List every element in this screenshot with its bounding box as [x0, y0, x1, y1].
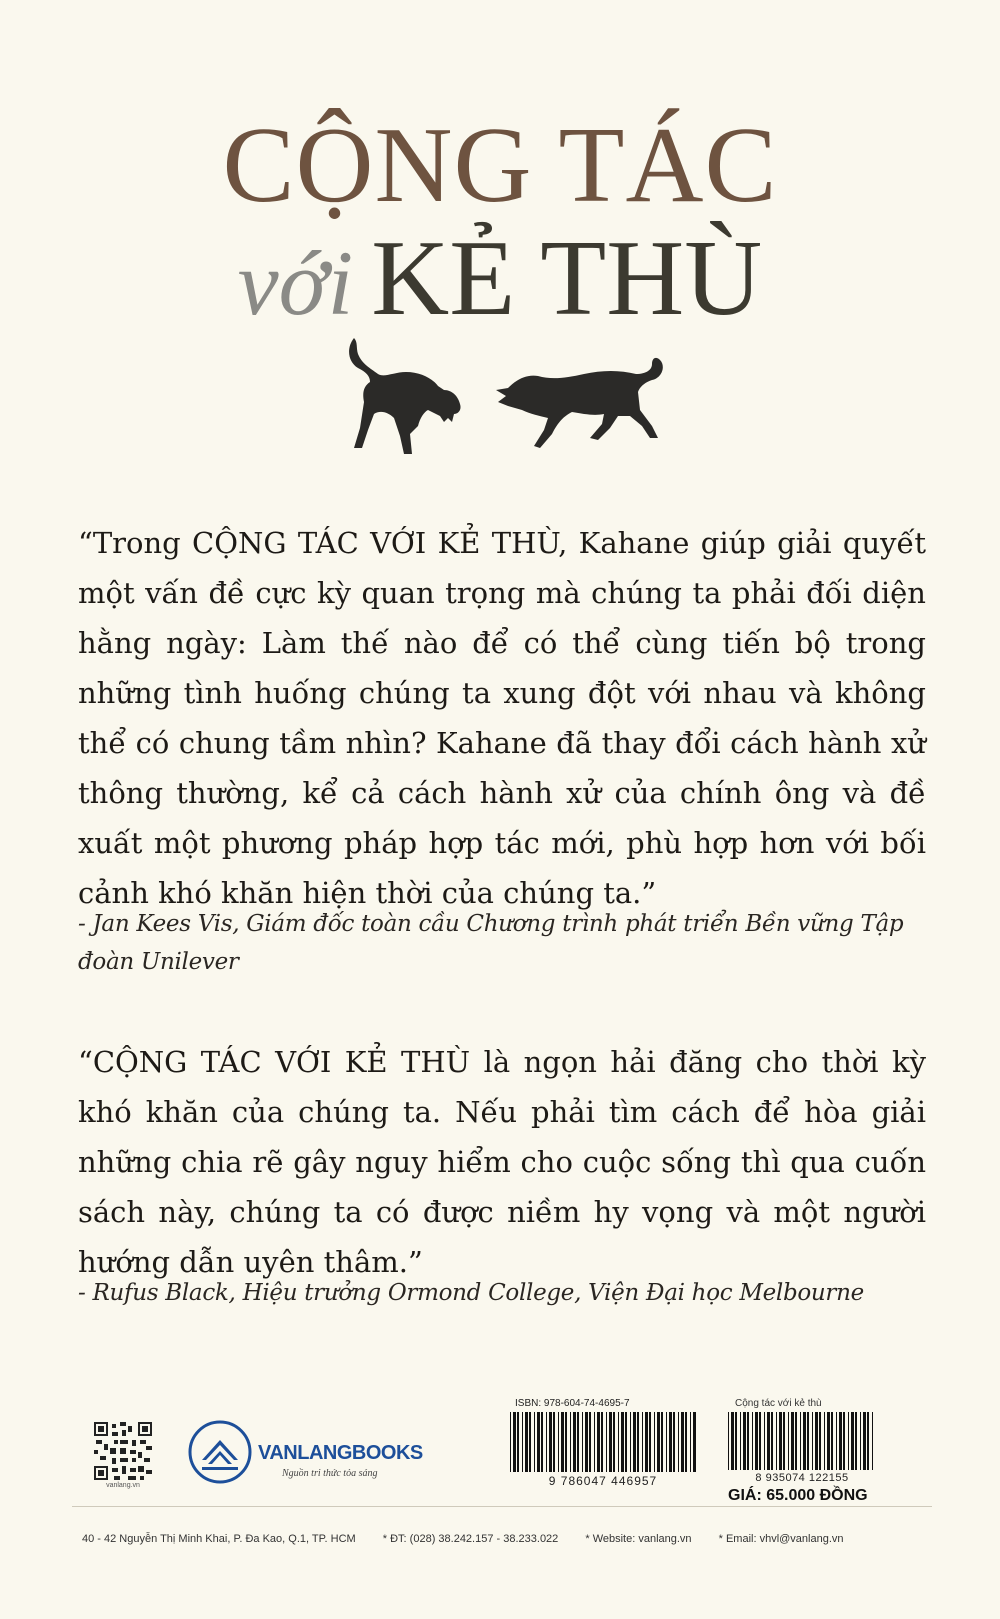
- barcode-bar: [529, 1412, 531, 1472]
- quote-2-text: “CỘNG TÁC VỚI KẺ THÙ là ngọn hải đăng cho thời kỳ khó khăn của chúng ta. Nếu phải tìm cách để hòa giải những chia rẽ gây nguy hiểm cho cuộc sống thì qua cuốn sách này, chúng ta có được niềm hy vọng và một người hướng dẫn uyên thâm.”: [78, 1045, 926, 1279]
- barcode-bar: [546, 1412, 547, 1472]
- barcode-bar: [867, 1412, 869, 1470]
- retail-book-title: Cộng tác với kẻ thù: [735, 1398, 822, 1409]
- barcode-bar: [831, 1412, 833, 1470]
- barcode-bar: [585, 1412, 588, 1472]
- barcode-bar: [731, 1412, 734, 1470]
- barcode-bar: [606, 1412, 607, 1472]
- barcode-bar: [618, 1412, 619, 1472]
- barcode-bar: [625, 1412, 627, 1472]
- barcode-bar: [609, 1412, 612, 1472]
- barcode-bar: [577, 1412, 579, 1472]
- barcode-bar: [795, 1412, 797, 1470]
- barcode-bar: [558, 1412, 559, 1472]
- barcode-bar: [839, 1412, 842, 1470]
- qr-code: [94, 1422, 152, 1480]
- barcode-bar: [728, 1412, 729, 1470]
- barcode-bar: [517, 1412, 519, 1472]
- barcode-bar: [621, 1412, 624, 1472]
- barcode-bar: [534, 1412, 535, 1472]
- barcode-bar: [855, 1412, 857, 1470]
- title-with-word: với: [237, 232, 354, 334]
- title-line-2: [0, 219, 1000, 338]
- footer-email: * Email: vhvl@vanlang.vn: [718, 1533, 844, 1545]
- footer-divider: [72, 1506, 932, 1507]
- barcode-bar: [735, 1412, 737, 1470]
- barcode-bar: [661, 1412, 663, 1472]
- barcode-bar: [819, 1412, 821, 1470]
- barcode-bar: [807, 1412, 809, 1470]
- barcode-bar: [513, 1412, 516, 1472]
- barcode-bar: [637, 1412, 639, 1472]
- barcode-bar: [740, 1412, 741, 1470]
- barcode-bar: [597, 1412, 600, 1472]
- quote-1-text: “Trong CỘNG TÁC VỚI KẺ THÙ, Kahane giúp giải quyết một vấn đề cực kỳ quan trọng mà chúng ta phải đối diện hằng ngày: Làm thế nào để có thể cùng tiến bộ trong những tình huống chúng ta xung đột với nhau và không thể có chung tầm nhìn? Kahane đã thay đổi cách hành xử thông thường, kể cả cách hành xử của chính ông và đề xuất một phương pháp hợp tác mới, phù hợp hơn với bối cảnh khó khăn hiện thời của chúng ta.”: [78, 526, 926, 910]
- quote-1-attribution: - Jan Kees Vis, Giám đốc toàn cầu Chương trình phát triển Bền vững Tập đoàn Unilever: [78, 911, 904, 975]
- barcode-bar: [690, 1412, 691, 1472]
- barcode-bar: [589, 1412, 591, 1472]
- barcode-bar: [553, 1412, 555, 1472]
- vanlangbooks-logo-icon: [188, 1420, 252, 1484]
- footer-website: * Website: vanlang.vn: [585, 1533, 692, 1545]
- barcode-bar: [764, 1412, 765, 1470]
- barcode-bar: [863, 1412, 866, 1470]
- publisher-name: VANLANGBOOKS: [258, 1442, 423, 1464]
- barcode-bar: [666, 1412, 667, 1472]
- barcode-bar: [642, 1412, 643, 1472]
- quote-2-attribution: - Rufus Black, Hiệu trưởng Ormond College, Viện Đại học Melbourne: [78, 1280, 864, 1306]
- barcode-bar: [654, 1412, 655, 1472]
- barcode-bar: [657, 1412, 660, 1472]
- publisher-footer: [82, 1533, 942, 1545]
- isbn-barcode: [508, 1412, 698, 1472]
- barcode-bar: [767, 1412, 770, 1470]
- barcode-bar: [779, 1412, 782, 1470]
- barcode-bar: [851, 1412, 854, 1470]
- barcode-bar: [771, 1412, 773, 1470]
- barcode-bar: [510, 1412, 511, 1472]
- barcode-bar: [848, 1412, 849, 1470]
- barcode-bar: [565, 1412, 567, 1472]
- barcode-bar: [649, 1412, 651, 1472]
- barcode-bar: [836, 1412, 837, 1470]
- barcode-bar: [824, 1412, 825, 1470]
- barcode-bar: [549, 1412, 552, 1472]
- barcode-bar: [860, 1412, 861, 1470]
- barcode-bar: [791, 1412, 794, 1470]
- price-label: GIÁ: 65.000 ĐỒNG: [728, 1487, 868, 1504]
- barcode-bar: [776, 1412, 777, 1470]
- barcode-bar: [645, 1412, 648, 1472]
- barcode-bar: [582, 1412, 583, 1472]
- barcode-bar: [678, 1412, 679, 1472]
- barcode-bar: [573, 1412, 576, 1472]
- barcode-bar: [630, 1412, 631, 1472]
- barcode-bar: [570, 1412, 571, 1472]
- barcode-bar: [525, 1412, 528, 1472]
- barcode-bar: [673, 1412, 675, 1472]
- barcode-bar: [537, 1412, 540, 1472]
- barcode-bar: [872, 1412, 873, 1470]
- barcode-bar: [743, 1412, 746, 1470]
- barcode-bar: [669, 1412, 672, 1472]
- barcode-bar: [800, 1412, 801, 1470]
- barcode-bar: [755, 1412, 758, 1470]
- dog-silhouette-icon: [496, 358, 663, 448]
- footer-address: 40 - 42 Nguyễn Thị Minh Khai, P. Đa Kao, Q.1, TP. HCM: [82, 1533, 356, 1545]
- barcode-bar: [843, 1412, 845, 1470]
- retail-barcode: [726, 1412, 876, 1470]
- barcode-bar: [783, 1412, 785, 1470]
- barcode-bar: [788, 1412, 789, 1470]
- barcode-bar: [601, 1412, 603, 1472]
- barcode-bar: [522, 1412, 523, 1472]
- barcode-bar: [803, 1412, 806, 1470]
- title-enemy-word: KẺ THÙ: [371, 219, 763, 338]
- retail-barcode-digits: 8 935074 122155: [755, 1472, 849, 1484]
- barcode-bar: [613, 1412, 615, 1472]
- title-line-1: CỘNG TÁC: [222, 106, 778, 225]
- barcode-bar: [759, 1412, 761, 1470]
- publisher-tagline: Nguồn tri thức tỏa sáng: [282, 1468, 378, 1479]
- barcode-bar: [815, 1412, 818, 1470]
- barcode-bar: [633, 1412, 636, 1472]
- qr-caption: vanlang.vn: [106, 1482, 140, 1489]
- barcode-bar: [693, 1412, 696, 1472]
- barcode-bar: [747, 1412, 749, 1470]
- footer-phone: * ĐT: (028) 38.242.157 - 38.233.022: [382, 1533, 559, 1545]
- barcode-bar: [685, 1412, 687, 1472]
- barcode-bar: [594, 1412, 595, 1472]
- isbn-label: ISBN: 978-604-74-4695-7: [515, 1398, 630, 1409]
- barcode-bar: [827, 1412, 830, 1470]
- barcode-bar: [541, 1412, 543, 1472]
- cat-silhouette-icon: [349, 338, 460, 454]
- isbn-digits: 9 786047 446957: [548, 1474, 658, 1488]
- barcode-bar: [812, 1412, 813, 1470]
- cat-dog-illustration: [340, 330, 670, 460]
- barcode-bar: [681, 1412, 684, 1472]
- barcode-bar: [752, 1412, 753, 1470]
- barcode-bar: [561, 1412, 564, 1472]
